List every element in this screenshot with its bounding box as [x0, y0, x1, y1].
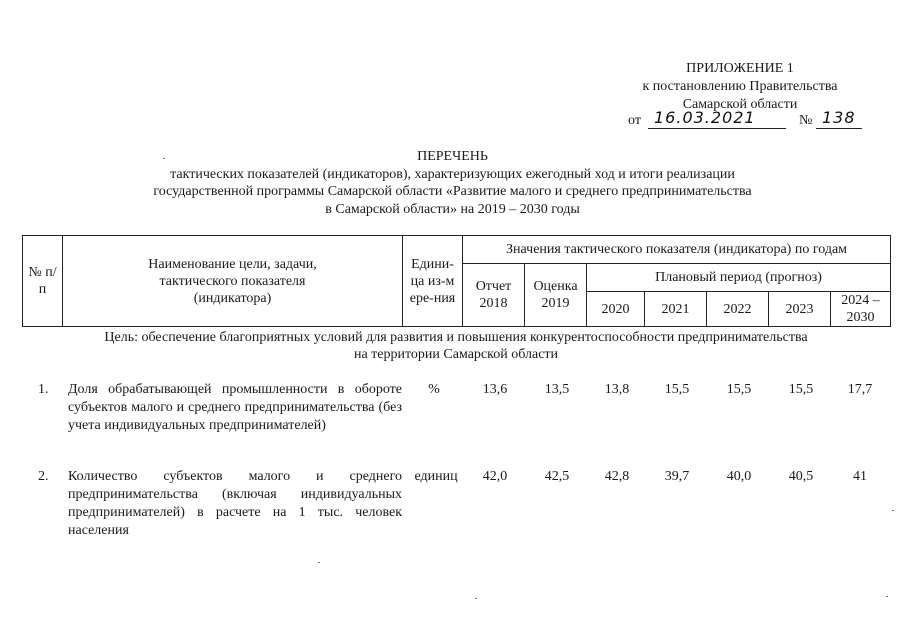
- scan-speck: [318, 562, 320, 563]
- header-year: 2023: [769, 292, 831, 327]
- header-unit: Едини-ца из-мере-ния: [403, 236, 463, 327]
- row-2-value: 41: [853, 469, 867, 484]
- document-subtitle-1: тактических показателей (индикаторов), характеризующих ежегодный ход и итоги реализации: [170, 167, 735, 182]
- header-year: 2022: [707, 292, 769, 327]
- row-2-value: 42,8: [604, 469, 630, 484]
- indicators-table-header: [22, 235, 891, 327]
- row-1-value: 13,6: [482, 382, 508, 397]
- row-1-value: 17,7: [847, 382, 873, 397]
- header-year: 2021: [645, 292, 707, 327]
- row-2-unit: единиц: [414, 469, 458, 484]
- header-values-group: Значения тактического показателя (индикатора) по годам: [463, 236, 891, 264]
- scan-speck: [886, 596, 888, 597]
- header-estimate: Оценка 2019: [525, 264, 587, 327]
- date-prefix: от: [628, 113, 641, 128]
- row-1-num: 1.: [38, 382, 49, 397]
- scan-speck: [475, 598, 477, 599]
- row-2-name: Количество субъектов малого и среднего предпринимательства (включая индивидуальных предпринимателей) в расчете на 1 тыс. человек населения: [68, 469, 402, 538]
- row-2-value: 40,5: [788, 469, 814, 484]
- document-subtitle-3: в Самарской области» на 2019 – 2030 годы: [325, 202, 580, 217]
- row-2-value: 42,0: [482, 469, 508, 484]
- row-1-unit: %: [428, 382, 440, 397]
- header-report: Отчет 2018: [463, 264, 525, 327]
- header-year: 2024 – 2030: [831, 292, 891, 327]
- header-name: Наименование цели, задачи, тактического показателя (индикатора): [63, 236, 403, 327]
- header-year: 2020: [587, 292, 645, 327]
- number-field: [816, 110, 862, 129]
- header-num: № п/п: [23, 236, 63, 327]
- header-plan-group: Плановый период (прогноз): [587, 264, 891, 292]
- scan-speck: [163, 158, 165, 159]
- handwritten-number: 138: [822, 108, 856, 127]
- date-field: [648, 110, 786, 129]
- document-title: ПЕРЕЧЕНЬ: [417, 149, 488, 164]
- row-1-value: 15,5: [726, 382, 752, 397]
- row-1-value: 13,8: [604, 382, 630, 397]
- row-2-value: 42,5: [544, 469, 570, 484]
- row-1-value: 13,5: [544, 382, 570, 397]
- appendix-line-region: Самарской области: [682, 97, 798, 112]
- number-prefix: №: [799, 113, 813, 128]
- handwritten-date: 16.03.2021: [654, 108, 756, 127]
- row-2-value: 40,0: [726, 469, 752, 484]
- goal-line-2: на территории Самарской области: [353, 347, 559, 362]
- appendix-line-resolution: к постановлению Правительства: [642, 79, 838, 94]
- row-1-name: Доля обрабатывающей промышленности в обороте субъектов малого и среднего предпринимательства (без учета индивидуальных предпринимателей): [68, 382, 402, 433]
- row-1-value: 15,5: [788, 382, 814, 397]
- row-2-num: 2.: [38, 469, 49, 484]
- goal-line-1: Цель: обеспечение благоприятных условий для развития и повышения конкурентоспособности предпринимательства: [104, 330, 808, 345]
- document-subtitle-2: государственной программы Самарской области «Развитие малого и среднего предпринимательства: [153, 184, 752, 199]
- row-1-value: 15,5: [664, 382, 690, 397]
- scan-speck: [892, 510, 894, 511]
- row-2-value: 39,7: [664, 469, 690, 484]
- appendix-title: ПРИЛОЖЕНИЕ 1: [686, 61, 794, 76]
